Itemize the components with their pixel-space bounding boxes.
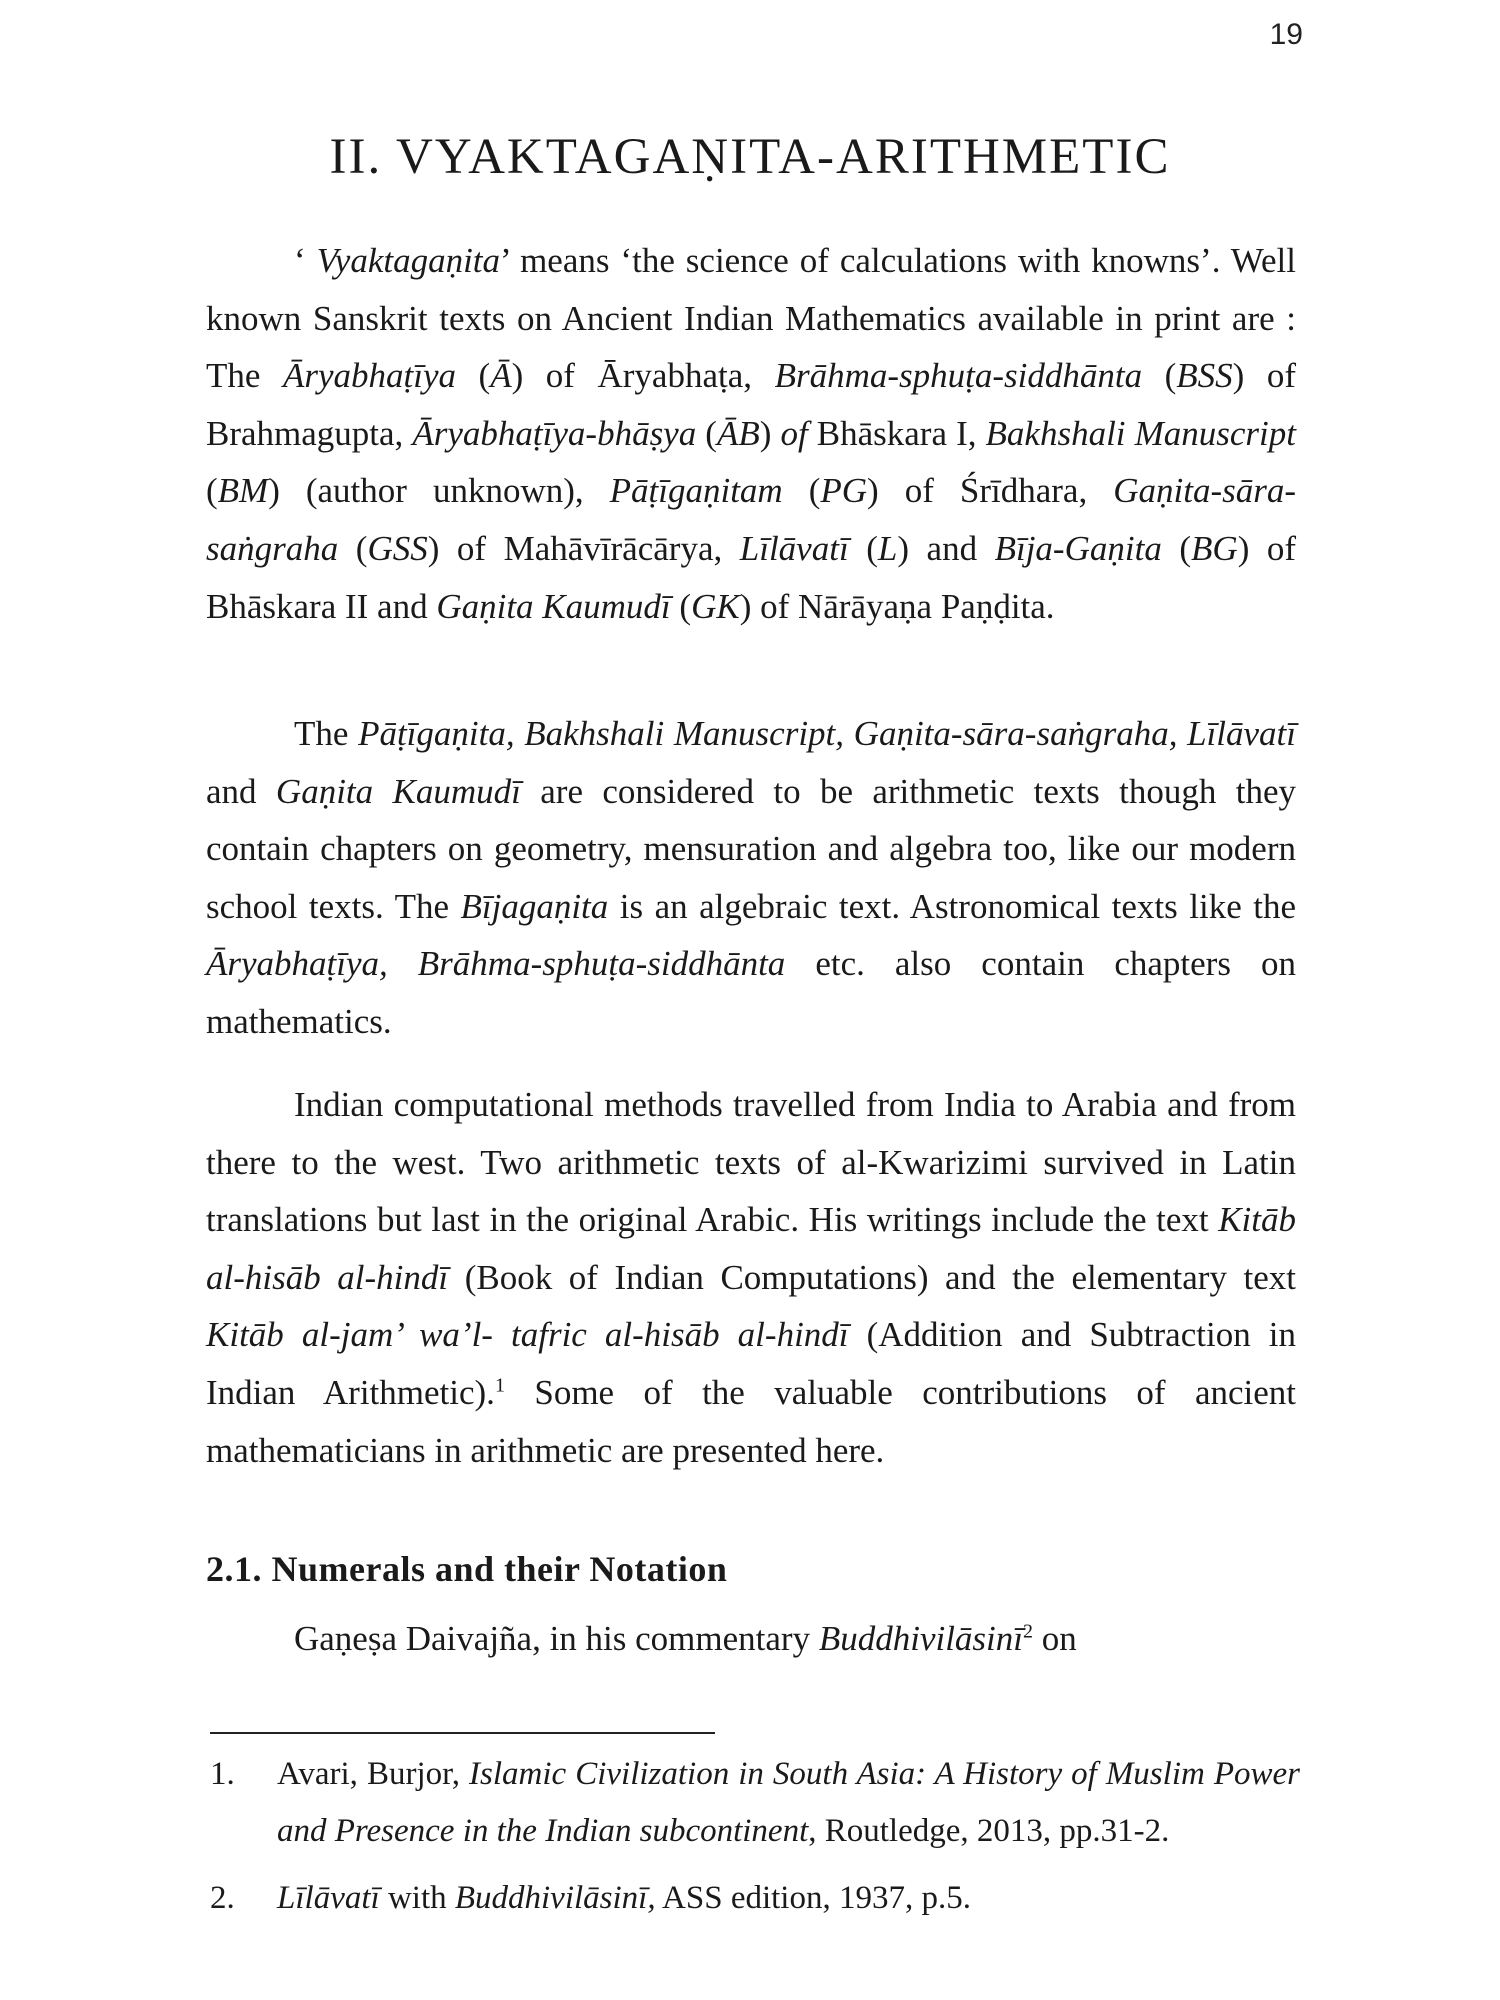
body-paragraph xyxy=(206,1076,1296,1479)
italic-span: of xyxy=(780,413,808,453)
text-span: ) and xyxy=(897,528,995,568)
text-span: ) xyxy=(759,413,781,453)
text-span: and xyxy=(206,771,276,811)
text-span: ( xyxy=(848,528,878,568)
text-span: Indian computational methods travelled from India to Arabia and from there to the west. Two arithmetic texts of al-Kwarizimi survived in Latin translations but last in the original Arabic. His writings include the text xyxy=(206,1085,1296,1240)
text-span: ( xyxy=(1161,528,1192,568)
footnote-number: 1. xyxy=(210,1756,235,1792)
text-span: ( xyxy=(782,471,821,511)
text-span: on xyxy=(1033,1619,1077,1658)
footnote xyxy=(210,1746,1300,1860)
text-span: ) (author unknown), xyxy=(268,471,610,511)
page-number: 19 xyxy=(1269,18,1303,51)
italic-span: GSS xyxy=(367,528,428,568)
footnote-divider xyxy=(210,1732,715,1734)
footnote-number: 2. xyxy=(210,1880,235,1916)
italic-span: Gaṇita Kaumudī xyxy=(275,771,521,811)
text-span: ) of Āryabhaṭa, xyxy=(511,356,775,396)
text-span: ’ means ‘the science of calculations with knowns’. Well known Sanskrit texts on Ancient Indian Mathematics available in print are : The xyxy=(206,241,1297,396)
italic-span: Līlāvatī xyxy=(739,528,849,568)
text-span: The xyxy=(294,714,359,753)
text-span: ‘ xyxy=(294,241,317,280)
body-paragraph xyxy=(206,232,1296,635)
text-span: (Addition and Subtraction in Indian Arithmetic). xyxy=(206,1315,1296,1412)
footnote-ref: 1 xyxy=(494,1374,505,1397)
footnote-text xyxy=(277,1756,1300,1849)
text-span: is an algebraic text. Astronomical texts like the xyxy=(608,886,1296,926)
italic-span: Āryabhaṭīya, Brāhma-sphuṭa-siddhānta xyxy=(206,944,786,984)
italic-span: Bījagaṇita xyxy=(460,886,609,926)
italic-span: ĀB xyxy=(716,413,760,453)
footnote-ref: 2 xyxy=(1023,1620,1033,1643)
body-paragraph xyxy=(206,1610,1296,1668)
italic-span: Bīja-Gaṇita xyxy=(994,528,1162,568)
italic-span: Līlāvatī xyxy=(277,1880,380,1916)
text-span: ) of Śrīdhara, xyxy=(867,471,1114,511)
text-span: ( xyxy=(206,471,218,511)
italic-span: Pāṭīgaṇitam xyxy=(609,471,783,511)
italic-span: Islamic Civilization in South Asia: A History of Muslim Power and Presence in the Indian subcontinent xyxy=(277,1756,1300,1849)
text-span: ) of Nārāyaṇa Paṇḍita. xyxy=(739,586,1055,626)
text-span: Avari, Burjor, xyxy=(277,1756,470,1792)
section-heading: 2.1. Numerals and their Notation xyxy=(206,1549,728,1589)
body-paragraph xyxy=(206,705,1296,1051)
footnote xyxy=(210,1870,1300,1927)
text-span: ) of Bhāskara II and xyxy=(206,528,1297,626)
text-span: Bhāskara I, xyxy=(807,413,986,453)
text-span: are considered to be arithmetic texts though they contain chapters on geometry, mensuration and algebra too, like our modern school texts. The xyxy=(206,771,1296,926)
text-span: , Routledge, 2013, pp.31-2. xyxy=(808,1813,1170,1849)
italic-span: GK xyxy=(691,586,740,626)
text-span: ( xyxy=(338,528,368,568)
text-span: ( xyxy=(456,356,491,396)
text-span: Gaṇeṣa Daivajña, in his commentary xyxy=(294,1619,819,1658)
text-span: ( xyxy=(670,586,692,626)
italic-span: Āryabhaṭīya xyxy=(282,356,456,396)
italic-span: Kitāb al-jam’ wa’l- tafric al-hisāb al-hindī xyxy=(206,1315,849,1355)
italic-span: BG xyxy=(1191,528,1238,568)
text-span: ( xyxy=(696,413,717,453)
italic-span: BSS xyxy=(1176,356,1233,396)
italic-span: Bakhshali Manuscript xyxy=(985,413,1296,453)
italic-span: Brāhma-sphuṭa-siddhānta xyxy=(774,356,1143,396)
text-span: with xyxy=(379,1880,455,1916)
italic-span: BM xyxy=(217,471,269,511)
text-span: (Book of Indian Computations) and the elementary text xyxy=(448,1257,1296,1297)
italic-span: Ā xyxy=(490,356,512,396)
italic-span: PG xyxy=(820,471,868,511)
text-span: etc. also contain chapters on mathematics. xyxy=(206,944,1296,1041)
footnotes xyxy=(210,1746,1300,1937)
chapter-title: II. VYAKTAGAṆITA-ARITHMETIC xyxy=(329,129,1171,185)
italic-span: Pāṭīgaṇita, Bakhshali Manuscript, Gaṇita-sāra-saṅgraha, Līlāvatī xyxy=(358,714,1296,753)
italic-span: Gaṇita-sāra-saṅgraha xyxy=(206,471,1296,568)
text-span: Some of the valuable contributions of ancient mathematicians in arithmetic are presented here. xyxy=(206,1372,1296,1470)
text-span: ASS edition, 1937, p.5. xyxy=(655,1880,971,1916)
italic-span: Kitāb al-hisāb al-hindī xyxy=(206,1200,1296,1297)
text-span: ) of Brahmagupta, xyxy=(206,356,1297,453)
footnote-text xyxy=(277,1880,971,1916)
italic-span: Buddhivilāsinī xyxy=(818,1619,1023,1658)
text-span: ) of Mahāvīrācārya, xyxy=(427,528,740,568)
italic-span: L xyxy=(877,528,898,568)
italic-span: Buddhivilāsinī, xyxy=(454,1880,656,1916)
italic-span: Gaṇita Kaumudī xyxy=(436,586,671,626)
italic-span: Āryabhaṭīya-bhāṣya xyxy=(412,413,697,453)
italic-span: Vyaktagaṇita xyxy=(316,241,501,280)
text-span: ( xyxy=(1142,356,1177,396)
